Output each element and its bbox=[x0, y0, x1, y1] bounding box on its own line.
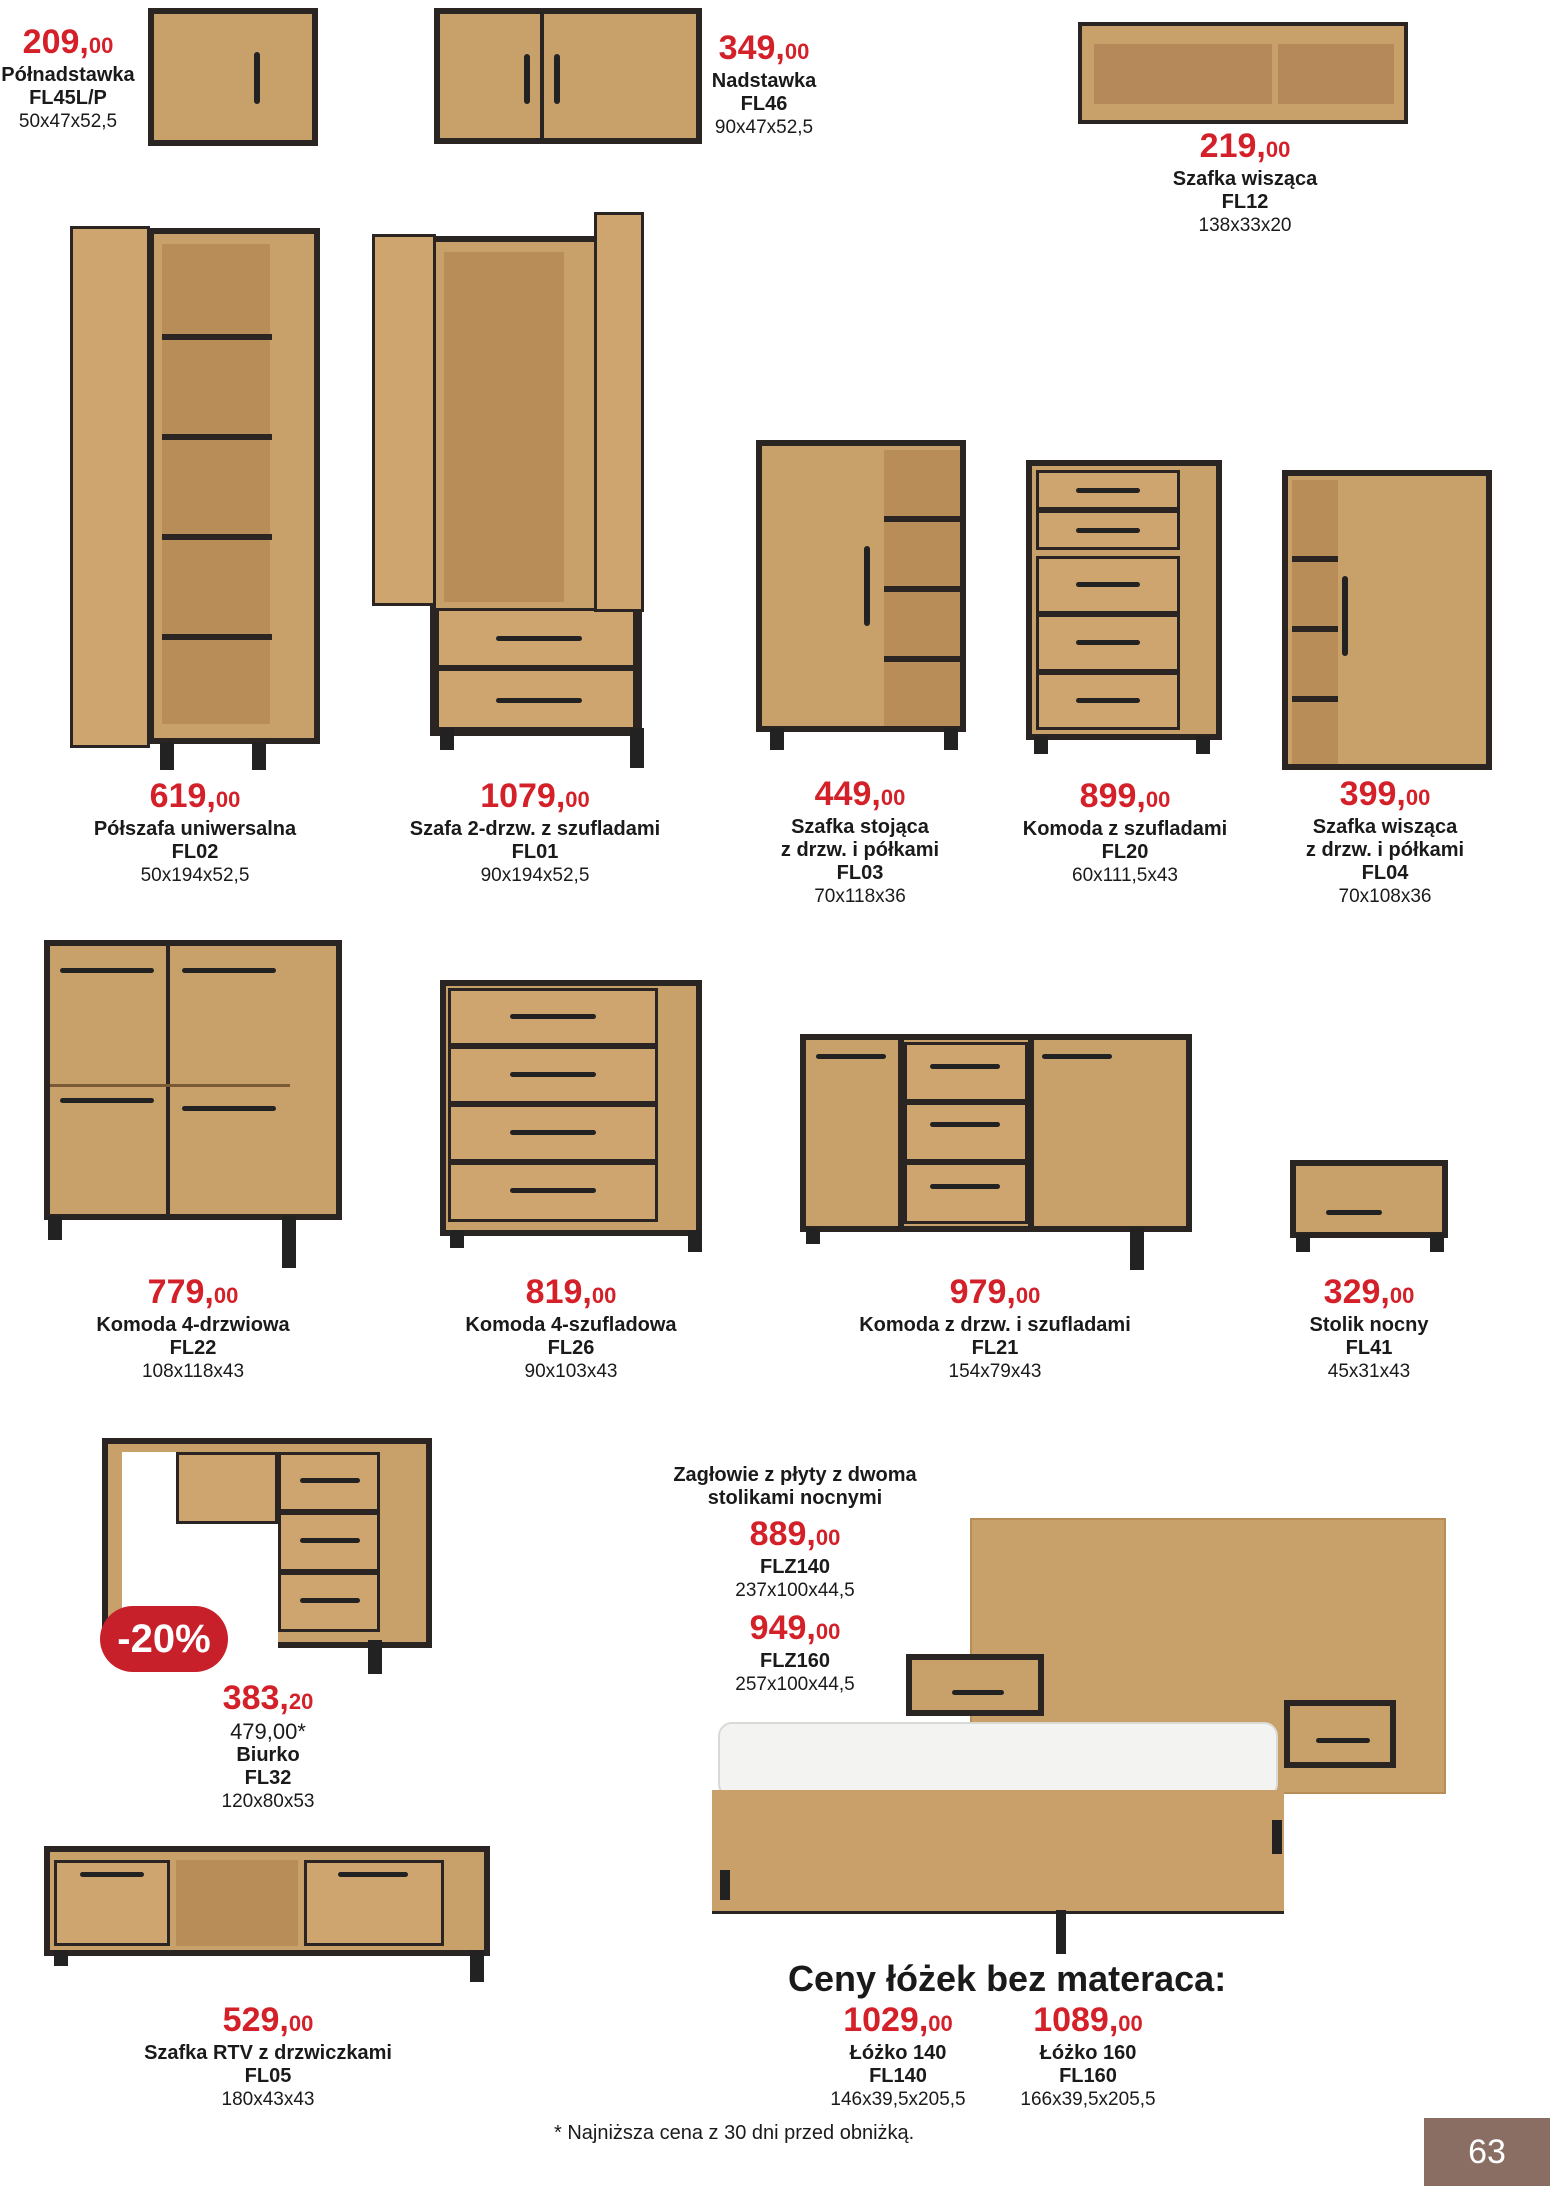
drawer-handle bbox=[496, 636, 582, 641]
drawer-handle bbox=[1076, 488, 1140, 493]
leg bbox=[1056, 1910, 1066, 1954]
drawer-handle bbox=[510, 1072, 596, 1077]
footnote: * Najniższa cena z 30 dni przed obniżką. bbox=[554, 2122, 915, 2144]
product-dimensions: 146x39,5x205,5 bbox=[830, 2089, 966, 2110]
drawer-handle bbox=[496, 698, 582, 703]
product-headboard bbox=[660, 1464, 930, 1696]
product-fl46 bbox=[702, 30, 826, 139]
product-name: Łóżko 160 bbox=[1039, 2042, 1137, 2064]
product-name-line2: z drzw. i półkami bbox=[1305, 839, 1465, 861]
shelf bbox=[162, 634, 272, 640]
drawer-handle bbox=[1076, 582, 1140, 587]
product-image-fl26 bbox=[440, 980, 702, 1236]
shelf bbox=[162, 434, 272, 440]
product-dimensions: 50x47x52,5 bbox=[18, 111, 118, 132]
door-handle bbox=[864, 546, 870, 626]
product-name: Szafka RTV z drzwiczkami bbox=[144, 2042, 392, 2064]
leg bbox=[470, 1950, 484, 1982]
product-code: FL46 bbox=[740, 93, 788, 115]
product-fl02 bbox=[70, 778, 320, 887]
drawer-handle bbox=[510, 1188, 596, 1193]
open-compartment bbox=[176, 1860, 298, 1946]
leg bbox=[770, 728, 784, 750]
product-image-fl04 bbox=[1282, 470, 1492, 770]
drawer-handle bbox=[930, 1064, 1000, 1069]
product-dimensions: 70x108x36 bbox=[1338, 886, 1432, 907]
shelf bbox=[162, 534, 272, 540]
open-door-left bbox=[372, 234, 436, 606]
leg bbox=[1430, 1234, 1444, 1252]
product-dimensions: 120x80x53 bbox=[221, 1791, 315, 1812]
shelf bbox=[1292, 696, 1338, 702]
price: 619,00 bbox=[149, 777, 241, 815]
drawer bbox=[904, 1102, 1028, 1162]
product-fl26 bbox=[440, 1274, 702, 1383]
door-divider bbox=[1028, 1040, 1034, 1226]
product-name: Półnadstawka bbox=[1, 64, 135, 86]
price: 979,00 bbox=[949, 1273, 1041, 1311]
product-image-fl22 bbox=[44, 940, 342, 1220]
door-divider bbox=[166, 946, 170, 1214]
product-code: FL02 bbox=[171, 841, 219, 863]
price: 449,00 bbox=[814, 775, 906, 813]
product-code: FL01 bbox=[511, 841, 559, 863]
product-fl45 bbox=[0, 24, 136, 133]
product-name: Szafka stojąca bbox=[791, 816, 929, 838]
product-dimensions: 50x194x52,5 bbox=[140, 865, 250, 886]
door-handle bbox=[254, 52, 260, 104]
product-dimensions: 90x103x43 bbox=[524, 1361, 618, 1382]
product-image-fl46 bbox=[434, 8, 702, 144]
price: 219,00 bbox=[1199, 127, 1291, 165]
product-fl03 bbox=[760, 776, 960, 908]
product-dimensions: 70x118x36 bbox=[814, 886, 906, 907]
old-price: 479,00* bbox=[230, 1719, 306, 1744]
door-handle bbox=[60, 968, 154, 973]
price: 949,00 bbox=[749, 1609, 841, 1647]
product-bed160 bbox=[998, 2002, 1178, 2111]
drawer-handle bbox=[930, 1122, 1000, 1127]
product-name: Nadstawka bbox=[711, 70, 817, 92]
price: 889,00 bbox=[749, 1515, 841, 1553]
product-dimensions: 180x43x43 bbox=[221, 2089, 315, 2110]
product-dimensions: 60x111,5x43 bbox=[1072, 865, 1178, 886]
product-dimensions: 45x31x43 bbox=[1327, 1361, 1411, 1382]
leg bbox=[944, 728, 958, 750]
floating-nightstand bbox=[1284, 1700, 1396, 1768]
product-fl41 bbox=[1290, 1274, 1448, 1383]
door-handle bbox=[816, 1054, 886, 1059]
interior bbox=[444, 252, 564, 602]
door-handle bbox=[60, 1098, 154, 1103]
drawer-handle bbox=[300, 1538, 360, 1543]
product-image-fl02 bbox=[148, 228, 320, 744]
product-name: Komoda 4-szufladowa bbox=[465, 1314, 677, 1336]
product-code: FL12 bbox=[1221, 191, 1269, 213]
open-door-right bbox=[594, 212, 644, 612]
product-name: Komoda z szufladami bbox=[1022, 818, 1228, 840]
product-image-bed bbox=[712, 1790, 1284, 1914]
discount-badge: -20% bbox=[100, 1606, 228, 1672]
price: 1029,00 bbox=[843, 2001, 953, 2039]
leg bbox=[1196, 736, 1210, 754]
product-code: FL05 bbox=[244, 2065, 292, 2087]
product-code: FL160 bbox=[1059, 2065, 1117, 2087]
leg bbox=[720, 1870, 730, 1900]
shelf bbox=[162, 334, 272, 340]
product-code: FL32 bbox=[244, 1767, 292, 1789]
product-code: FL41 bbox=[1345, 1337, 1393, 1359]
modesty-panel bbox=[176, 1452, 278, 1524]
drawer-handle bbox=[1076, 528, 1140, 533]
product-fl01 bbox=[390, 778, 680, 887]
drawer-handle bbox=[300, 1478, 360, 1483]
product-dimensions: 166x39,5x205,5 bbox=[1020, 2089, 1156, 2110]
product-code: FL140 bbox=[869, 2065, 927, 2087]
shelf bbox=[884, 586, 960, 592]
product-dimensions: 138x33x20 bbox=[1198, 215, 1292, 236]
price: 349,00 bbox=[718, 29, 810, 67]
leg bbox=[1130, 1228, 1144, 1270]
product-code: FL20 bbox=[1101, 841, 1149, 863]
leg bbox=[160, 742, 174, 770]
product-code: FL22 bbox=[169, 1337, 217, 1359]
door-handle bbox=[1042, 1054, 1112, 1059]
price: 329,00 bbox=[1323, 1273, 1415, 1311]
product-name: Komoda z drzw. i szufladami bbox=[859, 1314, 1131, 1336]
shelf-area bbox=[1292, 480, 1338, 764]
product-dimensions: 257x100x44,5 bbox=[735, 1674, 855, 1695]
door-handle bbox=[524, 54, 530, 104]
door-handle bbox=[182, 968, 276, 973]
price: 529,00 bbox=[222, 2001, 314, 2039]
shelf-divider bbox=[1272, 44, 1278, 104]
product-image-fl03 bbox=[756, 440, 966, 732]
product-dimensions: 154x79x43 bbox=[948, 1361, 1042, 1382]
shelf-opening bbox=[1094, 44, 1394, 104]
drawer-handle bbox=[510, 1014, 596, 1019]
product-code: FL04 bbox=[1361, 862, 1409, 884]
product-fl05 bbox=[120, 2002, 416, 2111]
leg bbox=[368, 1640, 382, 1674]
leg bbox=[1034, 736, 1048, 754]
product-name: Szafka wisząca bbox=[1172, 168, 1318, 190]
door-divider bbox=[50, 1084, 290, 1087]
product-code: FL45L/P bbox=[29, 87, 107, 109]
product-dimensions: 90x47x52,5 bbox=[714, 117, 814, 138]
drawer-handle bbox=[510, 1130, 596, 1135]
product-image-fl20 bbox=[1026, 460, 1222, 740]
product-code: FLZ160 bbox=[759, 1650, 831, 1672]
drawer-handle bbox=[1076, 640, 1140, 645]
product-code: FL26 bbox=[547, 1337, 595, 1359]
door-divider bbox=[540, 14, 544, 138]
shelf bbox=[1292, 556, 1338, 562]
product-name: Biurko bbox=[236, 1744, 300, 1766]
price: 209,00 bbox=[22, 23, 114, 61]
leg bbox=[630, 728, 644, 768]
product-name: Szafka wisząca bbox=[1312, 816, 1458, 838]
drawer-handle bbox=[1316, 1738, 1370, 1743]
product-fl20 bbox=[1010, 778, 1240, 887]
product-image-fl12 bbox=[1078, 22, 1408, 124]
open-door bbox=[70, 226, 150, 748]
drawer-handle bbox=[952, 1690, 1004, 1695]
product-name: Łóżko 140 bbox=[849, 2042, 947, 2064]
product-name: Zagłowie z płyty z dwoma bbox=[673, 1464, 917, 1486]
product-dimensions: 237x100x44,5 bbox=[735, 1580, 855, 1601]
product-image-fl41 bbox=[1290, 1160, 1448, 1238]
product-name-line2: z drzw. i półkami bbox=[780, 839, 940, 861]
leg bbox=[688, 1230, 702, 1252]
product-image-fl45 bbox=[148, 8, 318, 146]
product-code: FL03 bbox=[836, 862, 884, 884]
leg bbox=[440, 728, 454, 750]
leg bbox=[282, 1216, 296, 1268]
door-handle bbox=[338, 1872, 408, 1877]
beds-heading: Ceny łóżek bez materaca: bbox=[788, 1958, 1227, 1999]
door-handle bbox=[80, 1872, 144, 1877]
leg bbox=[252, 742, 266, 770]
price: 383,20 bbox=[222, 1679, 314, 1717]
drawer-handle bbox=[1326, 1210, 1382, 1215]
price: 1079,00 bbox=[480, 777, 590, 815]
leg bbox=[806, 1228, 820, 1244]
drawer-handle bbox=[930, 1184, 1000, 1189]
drawer-handle bbox=[300, 1598, 360, 1603]
shelf bbox=[884, 516, 960, 522]
product-code: FLZ140 bbox=[759, 1556, 831, 1578]
product-image-fl05 bbox=[44, 1846, 490, 1956]
shelf bbox=[1292, 626, 1338, 632]
product-image-fl21 bbox=[800, 1034, 1192, 1232]
product-bed140 bbox=[808, 2002, 988, 2111]
product-fl22 bbox=[70, 1274, 316, 1383]
price: 779,00 bbox=[147, 1273, 239, 1311]
product-name: Komoda 4-drzwiowa bbox=[96, 1314, 290, 1336]
price: 399,00 bbox=[1339, 775, 1431, 813]
drawer bbox=[904, 1162, 1028, 1224]
product-name: Stolik nocny bbox=[1309, 1314, 1429, 1336]
product-code: FL21 bbox=[971, 1337, 1019, 1359]
product-dimensions: 108x118x43 bbox=[141, 1361, 245, 1382]
page-number: 63 bbox=[1424, 2118, 1550, 2186]
drawer bbox=[904, 1042, 1028, 1102]
leg bbox=[1296, 1234, 1310, 1252]
leg bbox=[48, 1216, 62, 1240]
product-name-line2: stolikami nocnymi bbox=[707, 1487, 883, 1509]
price: 1089,00 bbox=[1033, 2001, 1143, 2039]
drawer-handle bbox=[1076, 698, 1140, 703]
door-handle bbox=[554, 54, 560, 104]
price: 819,00 bbox=[525, 1273, 617, 1311]
leg bbox=[450, 1230, 464, 1248]
product-fl12 bbox=[1140, 128, 1350, 237]
interior bbox=[162, 244, 270, 724]
mattress bbox=[718, 1722, 1278, 1798]
shelf bbox=[884, 656, 960, 662]
product-name: Szafa 2-drzw. z szufladami bbox=[409, 818, 661, 840]
product-dimensions: 90x194x52,5 bbox=[480, 865, 590, 886]
leg bbox=[1272, 1820, 1282, 1854]
product-name: Półszafa uniwersalna bbox=[93, 818, 297, 840]
door-handle bbox=[182, 1106, 276, 1111]
door-handle bbox=[1342, 576, 1348, 656]
product-fl04 bbox=[1290, 776, 1480, 908]
leg bbox=[54, 1950, 68, 1966]
price: 899,00 bbox=[1079, 777, 1171, 815]
product-fl21 bbox=[830, 1274, 1160, 1383]
product-fl32 bbox=[198, 1680, 338, 1813]
